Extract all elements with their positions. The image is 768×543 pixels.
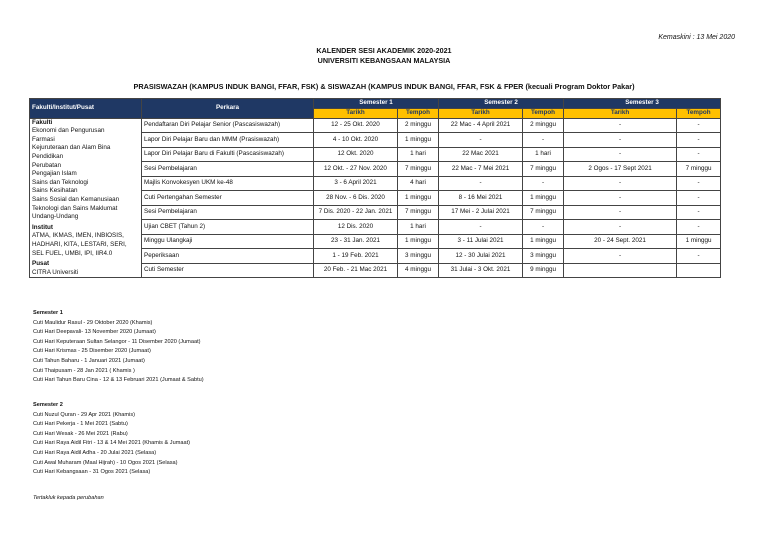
s3-tarikh-cell: - xyxy=(564,191,677,206)
pusat-item: CITRA Universiti xyxy=(32,268,79,276)
fakulti-item: Teknologi dan Sains Maklumat xyxy=(32,204,118,212)
header-semester-2: Semester 2 xyxy=(439,99,564,109)
header-semester-1: Semester 1 xyxy=(314,99,439,109)
holiday-note: Cuti Hari Wesak - 26 Mei 2021 (Rabu) xyxy=(33,430,128,437)
perkara-cell: Majlis Konvokesyen UKM ke-48 xyxy=(142,176,314,191)
s3-tempoh-cell: 1 minggu xyxy=(677,234,721,249)
s1-tempoh-cell: 1 minggu xyxy=(398,191,439,206)
s1-tempoh-cell: 7 minggu xyxy=(398,205,439,220)
s2-tarikh-cell: 3 - 11 Julai 2021 xyxy=(439,234,523,249)
holiday-note: Cuti Hari Tahun Baru Cina - 12 & 13 Februari 2021 (Jumaat & Sabtu) xyxy=(33,377,204,384)
header-s3-tempoh: Tempoh xyxy=(677,109,721,119)
s3-tempoh-cell: - xyxy=(677,249,721,264)
s3-tarikh-cell: 20 - 24 Sept. 2021 xyxy=(564,234,677,249)
fakulti-item: Kejuruteraan dan Alam Bina xyxy=(32,144,111,152)
s1-tempoh-cell: 3 minggu xyxy=(398,249,439,264)
s2-tempoh-cell: 7 minggu xyxy=(523,162,564,177)
s2-tarikh-cell: 22 Mac 2021 xyxy=(439,147,523,162)
holiday-note: Cuti Hari Pekerja - 1 Mei 2021 (Sabtu) xyxy=(33,421,128,428)
s1-tarikh-cell: 20 Feb. - 21 Mac 2021 xyxy=(314,263,398,278)
s3-tempoh-cell: 7 minggu xyxy=(677,162,721,177)
s1-tarikh-cell: 12 Okt. - 27 Nov. 2020 xyxy=(314,162,398,177)
s2-tarikh-cell: 12 - 30 Julai 2021 xyxy=(439,249,523,264)
s3-tarikh-cell: - xyxy=(564,118,677,133)
s2-tempoh-cell: - xyxy=(523,176,564,191)
s2-tarikh-cell: - xyxy=(439,133,523,148)
header-s1-tempoh: Tempoh xyxy=(398,109,439,119)
perkara-cell: Ujian CBET (Tahun 2) xyxy=(142,220,314,235)
s1-tempoh-cell: 1 minggu xyxy=(398,133,439,148)
s3-tarikh-cell: - xyxy=(564,220,677,235)
perkara-cell: Sesi Pembelajaran xyxy=(142,205,314,220)
s1-tarikh-cell: 12 Dis. 2020 xyxy=(314,220,398,235)
header-perkara: Perkara xyxy=(142,99,314,119)
s1-tempoh-cell: 2 minggu xyxy=(398,118,439,133)
holiday-note: Cuti Hari Raya Aidil Fitri - 13 & 14 Mei 2021 (Khamis & Jumaat) xyxy=(33,440,190,447)
fakulti-item: Pengajian Islam xyxy=(32,170,77,178)
s3-tarikh-cell: 2 Ogos - 17 Sept 2021 xyxy=(564,162,677,177)
fakulti-item: Farmasi xyxy=(32,135,55,143)
s2-tarikh-cell: - xyxy=(439,176,523,191)
holiday-note: Cuti Thaipusam - 28 Jan 2021 ( Khamis ) xyxy=(33,367,135,374)
holiday-note: Cuti Hari Deepavali- 13 November 2020 (Jumaat) xyxy=(33,329,156,336)
holiday-note: Cuti Hari Keputeraan Sultan Selangor - 11 Disember 2020 (Jumaat) xyxy=(33,338,201,345)
s1-tempoh-cell: 1 hari xyxy=(398,147,439,162)
s3-tempoh-cell: - xyxy=(677,147,721,162)
fakulti-item: Sains Kesihatan xyxy=(32,187,78,195)
holiday-note: Cuti Maulidur Rasul - 29 Oktober 2020 (Khamis) xyxy=(33,319,153,326)
holiday-note: Cuti Tahun Baharu - 1 Januari 2021 (Jumaat) xyxy=(33,357,145,364)
s3-tempoh-cell: - xyxy=(677,191,721,206)
institut-item: HADHARI, KITA, LESTARI, SERI, xyxy=(32,240,127,248)
perkara-cell: Cuti Semester xyxy=(142,263,314,278)
perkara-cell: Cuti Pertengahan Semester xyxy=(142,191,314,206)
fakulti-heading: Fakulti xyxy=(32,118,53,126)
s1-tempoh-cell: 4 hari xyxy=(398,176,439,191)
s1-tempoh-cell: 7 minggu xyxy=(398,162,439,177)
header-row-semesters xyxy=(30,99,721,109)
s1-tarikh-cell: 12 - 25 Okt. 2020 xyxy=(314,118,398,133)
s2-tempoh-cell: 1 minggu xyxy=(523,191,564,206)
s1-tarikh-cell: 3 - 6 April 2021 xyxy=(314,176,398,191)
s3-tarikh-cell xyxy=(564,263,677,278)
perkara-cell: Minggu Ulangkaji xyxy=(142,234,314,249)
header-semester-3: Semester 3 xyxy=(564,99,721,109)
s3-tarikh-cell: - xyxy=(564,133,677,148)
pusat-heading: Pusat xyxy=(32,260,50,268)
s3-tempoh-cell: - xyxy=(677,205,721,220)
s3-tempoh-cell: - xyxy=(677,118,721,133)
institut-item: SEL FUEL, UMBI, IPI, IIR4.0 xyxy=(32,249,113,257)
notes-semester-2-list xyxy=(33,411,190,478)
s2-tempoh-cell: - xyxy=(523,220,564,235)
s2-tempoh-cell: 1 minggu xyxy=(523,234,564,249)
s1-tarikh-cell: 1 - 19 Feb. 2021 xyxy=(314,249,398,264)
last-updated-text: Kemaskini : 13 Mei 2020 xyxy=(658,34,735,41)
notes-semester-1-list xyxy=(33,319,204,386)
fakulti-item: Perubatan xyxy=(32,161,62,169)
holiday-note: Cuti Hari Raya Aidil Adha - 20 Julai 2021 (Selasa) xyxy=(33,449,157,456)
s2-tarikh-cell: 31 Julai - 3 Okt. 2021 xyxy=(439,263,523,278)
s3-tempoh-cell: - xyxy=(677,176,721,191)
perkara-cell: Lapor Diri Pelajar Baru di Fakulti (Pascasiswazah) xyxy=(142,147,314,162)
holiday-note: Cuti Awal Muharam (Maal Hijrah) - 10 Ogos 2021 (Selasa) xyxy=(33,459,178,466)
institut-heading: Institut xyxy=(32,223,53,231)
s1-tarikh-cell: 7 Dis. 2020 - 22 Jan. 2021 xyxy=(314,205,398,220)
table-row xyxy=(30,118,721,133)
s1-tarikh-cell: 28 Nov. - 6 Dis. 2020 xyxy=(314,191,398,206)
header-s2-tarikh: Tarikh xyxy=(439,109,523,119)
fakulti-item: Pendidikan xyxy=(32,152,64,160)
perkara-cell: Lapor Diri Pelajar Baru dan MMM (Prasiswazah) xyxy=(142,133,314,148)
fakulti-item: Ekonomi dan Pengurusan xyxy=(32,127,105,135)
perkara-cell: Pendaftaran Diri Pelajar Senior (Pascasiswazah) xyxy=(142,118,314,133)
header-s1-tarikh: Tarikh xyxy=(314,109,398,119)
notes-semester-2-heading: Semester 2 xyxy=(33,402,63,408)
faculty-institute-centre-cell xyxy=(30,118,142,278)
holiday-note: Cuti Hari Kebangsaan - 31 Ogos 2021 (Selasa) xyxy=(33,469,151,476)
s2-tarikh-cell: 8 - 16 Mei 2021 xyxy=(439,191,523,206)
s1-tempoh-cell: 1 minggu xyxy=(398,234,439,249)
s3-tarikh-cell: - xyxy=(564,205,677,220)
institut-item: ATMA, IKMAS, IMEN, INBIOSIS, xyxy=(32,232,124,240)
s1-tarikh-cell: 12 Okt. 2020 xyxy=(314,147,398,162)
s3-tempoh-cell xyxy=(677,263,721,278)
document-title: KALENDER SESI AKADEMIK 2020-2021 xyxy=(316,46,452,55)
footnote: Tertakluk kepada perubahan xyxy=(33,495,104,501)
header-s2-tempoh: Tempoh xyxy=(523,109,564,119)
s3-tempoh-cell: - xyxy=(677,220,721,235)
fakulti-item: Sains Sosial dan Kemanusiaan xyxy=(32,195,120,203)
perkara-cell: Sesi Pembelajaran xyxy=(142,162,314,177)
perkara-cell: Peperiksaan xyxy=(142,249,314,264)
s2-tarikh-cell: - xyxy=(439,220,523,235)
s1-tempoh-cell: 4 minggu xyxy=(398,263,439,278)
s1-tarikh-cell: 23 - 31 Jan. 2021 xyxy=(314,234,398,249)
academic-calendar-table xyxy=(29,98,721,278)
fakulti-item: Undang-Undang xyxy=(32,213,79,221)
s2-tempoh-cell: 1 hari xyxy=(523,147,564,162)
s3-tarikh-cell: - xyxy=(564,176,677,191)
s2-tarikh-cell: 22 Mac - 7 Mei 2021 xyxy=(439,162,523,177)
s2-tempoh-cell: 9 minggu xyxy=(523,263,564,278)
s3-tempoh-cell: - xyxy=(677,133,721,148)
university-name: UNIVERSITI KEBANGSAAN MALAYSIA xyxy=(317,56,451,65)
s2-tempoh-cell: - xyxy=(523,133,564,148)
notes-semester-2 xyxy=(33,401,190,478)
holiday-note: Cuti Nuzul Quran - 29 Apr 2021 (Khamis) xyxy=(33,411,135,418)
header-fakulti: Fakulti/Institut/Pusat xyxy=(30,99,142,119)
s2-tempoh-cell: 2 minggu xyxy=(523,118,564,133)
s3-tarikh-cell: - xyxy=(564,147,677,162)
document-subtitle: PRASISWAZAH (KAMPUS INDUK BANGI, FFAR, FSK) & SISWAZAH (KAMPUS INDUK BANGI, FFAR, FSK & FPER (kecuali Program Doktor Pakar) xyxy=(133,82,635,91)
s1-tarikh-cell: 4 - 10 Okt. 2020 xyxy=(314,133,398,148)
fakulti-item: Sains dan Teknologi xyxy=(32,178,89,186)
s3-tarikh-cell: - xyxy=(564,249,677,264)
notes-semester-1 xyxy=(33,309,204,386)
header-s3-tarikh: Tarikh xyxy=(564,109,677,119)
holiday-note: Cuti Hari Krismas - 25 Disember 2020 (Jumaat) xyxy=(33,348,151,355)
s2-tempoh-cell: 3 minggu xyxy=(523,249,564,264)
s1-tempoh-cell: 1 hari xyxy=(398,220,439,235)
s2-tarikh-cell: 17 Mei - 2 Julai 2021 xyxy=(439,205,523,220)
s2-tempoh-cell: 7 minggu xyxy=(523,205,564,220)
s2-tarikh-cell: 22 Mac - 4 April 2021 xyxy=(439,118,523,133)
notes-semester-1-heading: Semester 1 xyxy=(33,310,63,316)
